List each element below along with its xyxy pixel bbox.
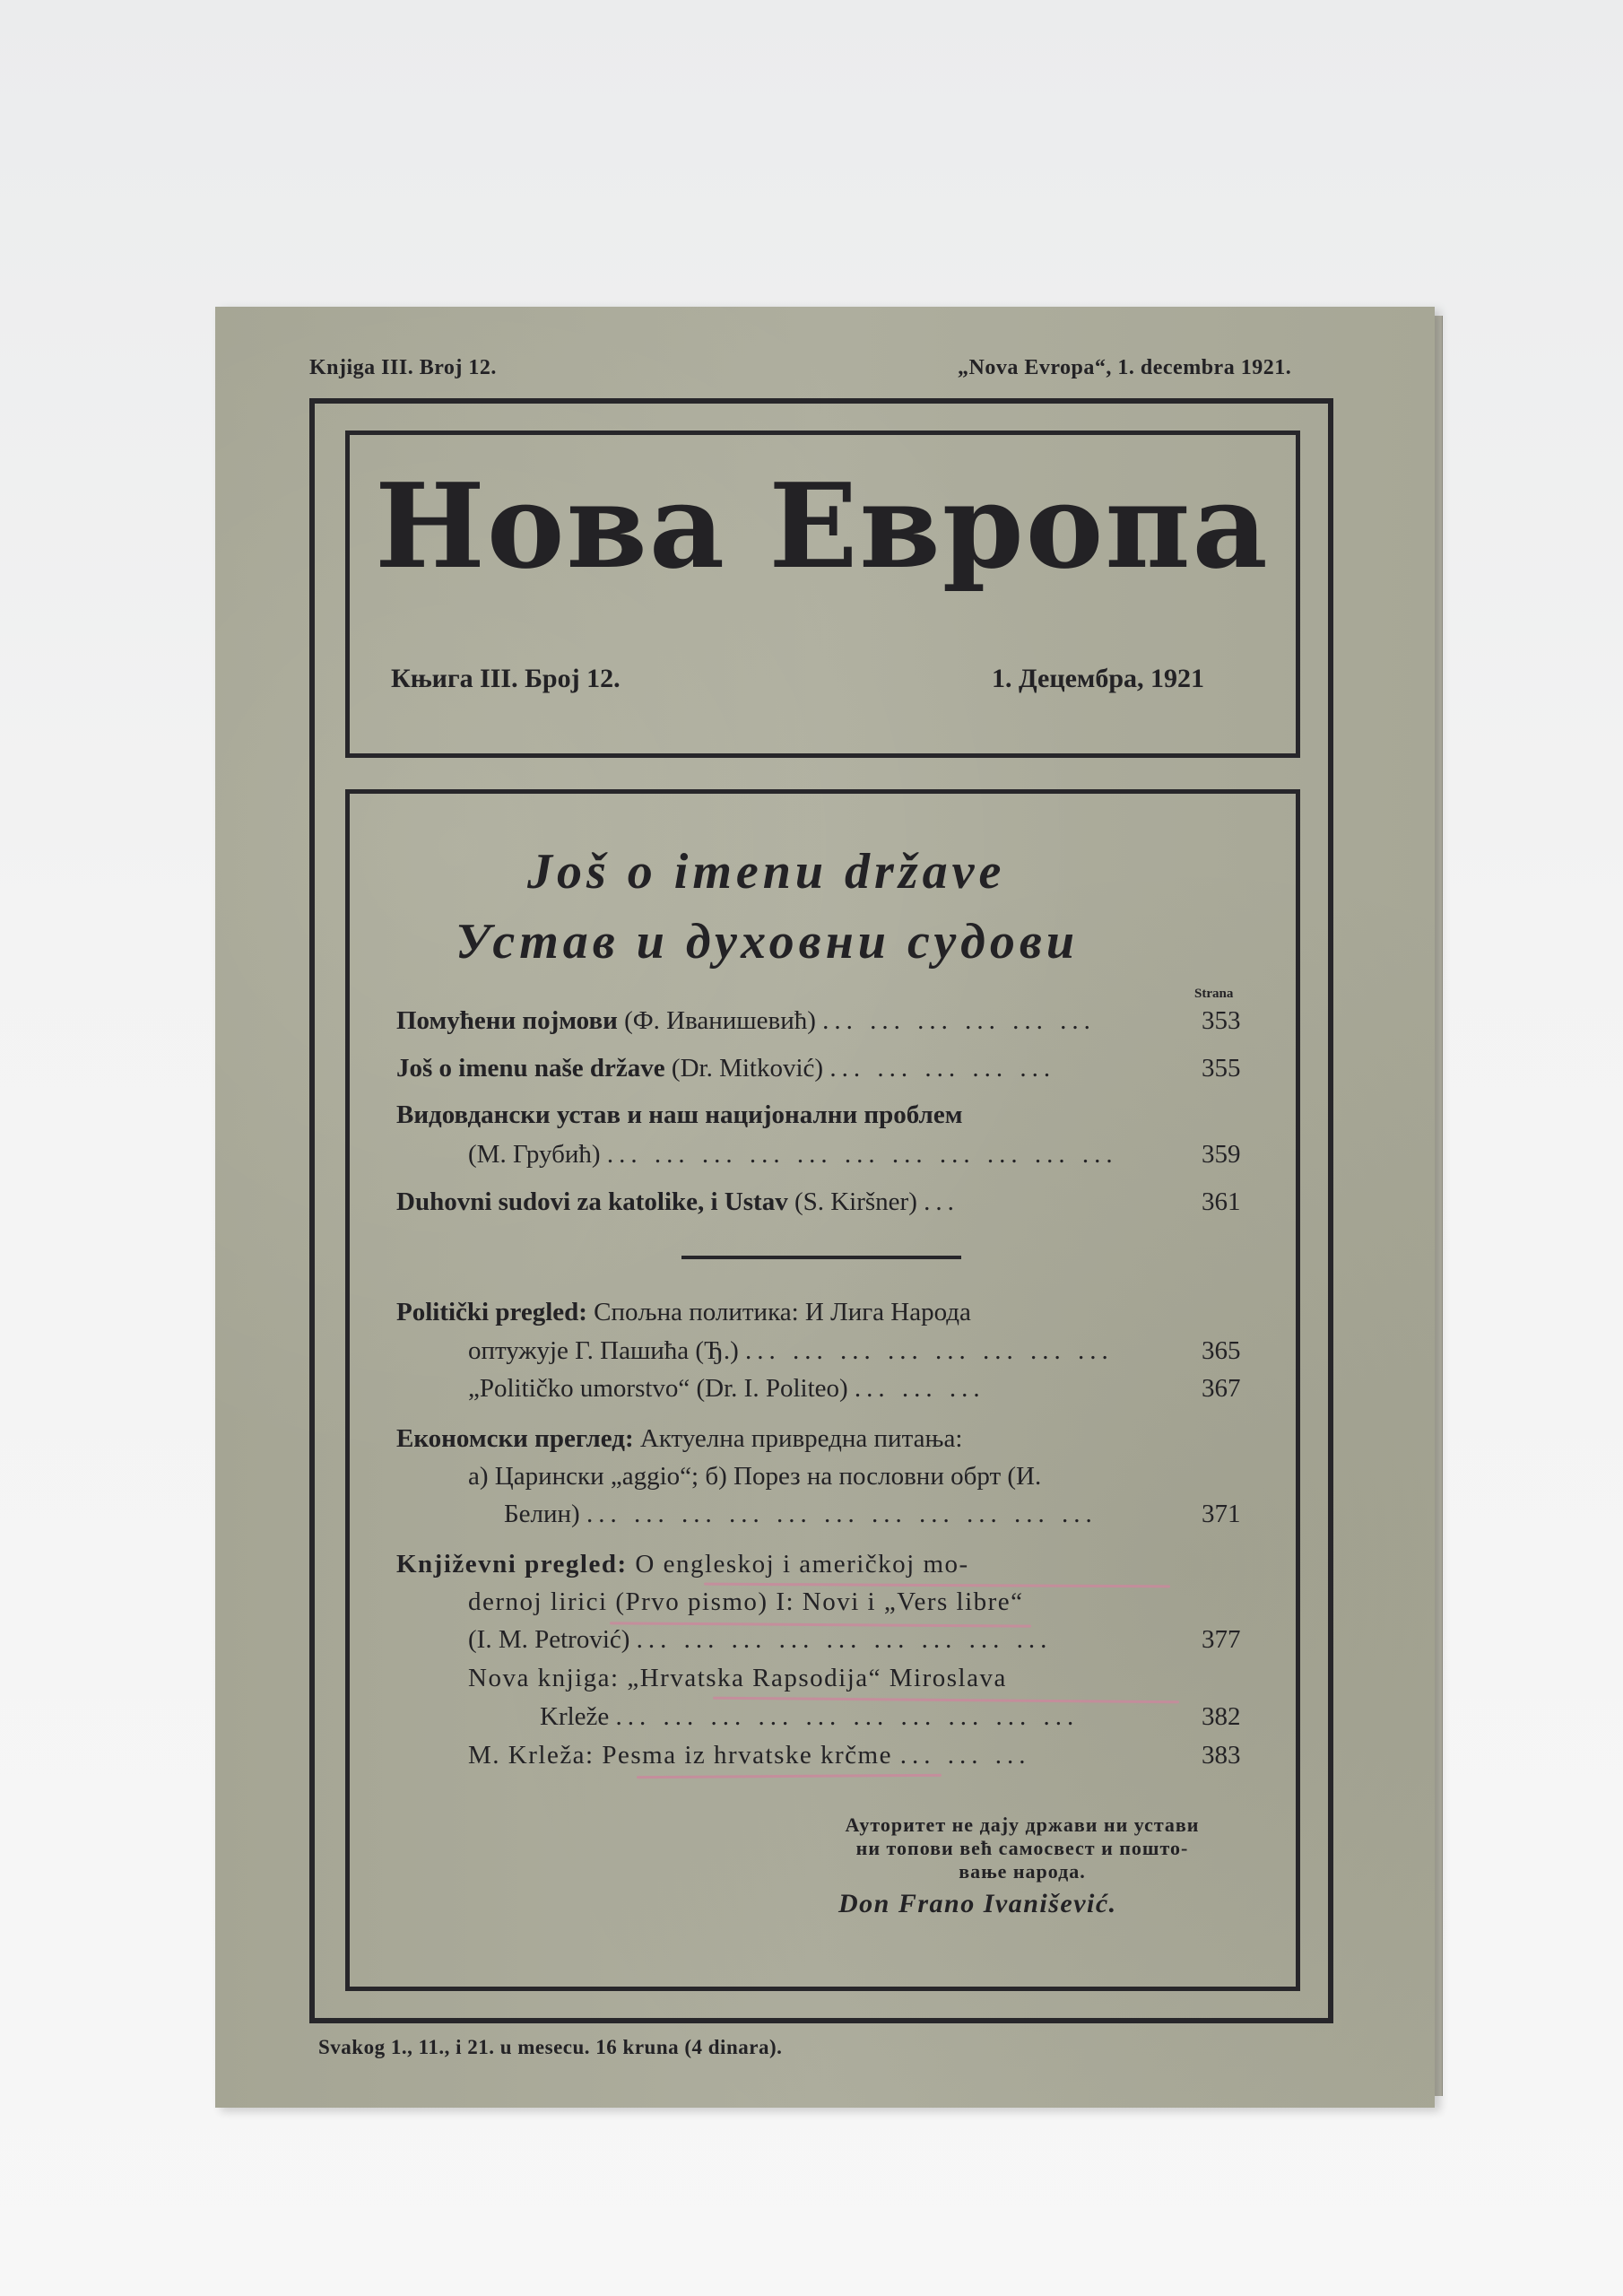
toc-entry: „Političko umorstvo“ (Dr. I. Politeo) ... ... ...	[468, 1374, 985, 1403]
page-number: 371	[1202, 1500, 1241, 1528]
toc-entry-continuation: (I. M. Petrović) ... ... ... ... ... ... ... ... ...	[468, 1625, 1053, 1654]
toc-entry: Nova knjiga: „Hrvatska Rapsodija“ Miroslava	[468, 1664, 1007, 1692]
page-number: 367	[1202, 1374, 1241, 1403]
toc-entry-continuation: Белин) ... ... ... ... ... ... ... ... ... ... ...	[504, 1500, 1098, 1528]
page-number: 377	[1202, 1625, 1241, 1654]
headline-cyrillic: Устав и духовни судови	[456, 914, 1080, 970]
magazine-cover	[215, 307, 1435, 2108]
page-number: 365	[1202, 1336, 1241, 1365]
header-date: „Nova Evropa“, 1. decembra 1921.	[958, 356, 1292, 379]
toc-entry: Видовдански устав и наш нацијонални проблем	[396, 1100, 963, 1129]
page-column-label: Strana	[1194, 987, 1234, 1001]
page-number: 353	[1202, 1006, 1241, 1035]
toc-entry-continuation: (М. Грубић) ... ... ... ... ... ... ... ... ... ... ...	[468, 1140, 1118, 1169]
page-number: 361	[1202, 1187, 1241, 1216]
section-divider	[681, 1256, 961, 1259]
epigraph: Ауторитет не дају држави ни устави ни топови већ самосвест и пошто- вање народа.	[845, 1813, 1200, 1883]
page-number: 355	[1202, 1054, 1241, 1083]
epigraph-author: Don Frano Ivanišević.	[838, 1889, 1117, 1918]
toc-entry-continuation: а) Царински „aggio“; б) Порез на пословни обрт (И.	[468, 1462, 1042, 1491]
issue-date: 1. Децембра, 1921	[992, 664, 1205, 693]
page-number: 382	[1202, 1702, 1241, 1731]
toc-entry-continuation: dernoj lirici (Prvo pismo) I: Novi i „Vers libre“	[468, 1587, 1024, 1616]
page-number: 383	[1202, 1741, 1241, 1770]
toc-entry: Još o imenu naše države (Dr. Mitković) ... ... ... ... ...	[396, 1054, 1056, 1083]
toc-entry: Književni pregled: O engleskoj i američkoj mo-	[396, 1550, 969, 1578]
page-number: 359	[1202, 1140, 1241, 1169]
volume-number: Књига III. Број 12.	[391, 664, 621, 693]
toc-entry-continuation: оптужује Г. Пашића (Ђ.) ... ... ... ... ... ... ... ...	[468, 1336, 1114, 1365]
footer-subscription: Svakog 1., 11., i 21. u mesecu. 16 kruna (4 dinara).	[318, 2036, 783, 2058]
toc-entry-continuation: Krleže ... ... ... ... ... ... ... ... ... ...	[540, 1702, 1080, 1731]
headline-latin: Još o imenu države	[527, 844, 1006, 900]
toc-entry: Politički pregled: Спољна политика: И Лига Народа	[396, 1298, 971, 1326]
header-issue: Knjiga III. Broj 12.	[309, 356, 497, 379]
toc-entry: Економски преглед: Актуелна привредна питања:	[396, 1424, 963, 1453]
toc-entry: Duhovni sudovi za katolike, i Ustav (S. Kiršner) ...	[396, 1187, 959, 1216]
magazine-title: Нова Европа	[375, 457, 1270, 595]
toc-entry: Помућени појмови (Ф. Иванишевић) ... ... ... ... ... ...	[396, 1006, 1096, 1035]
toc-entry: M. Krleža: Pesma iz hrvatske krčme ... ... ...	[468, 1741, 1031, 1770]
